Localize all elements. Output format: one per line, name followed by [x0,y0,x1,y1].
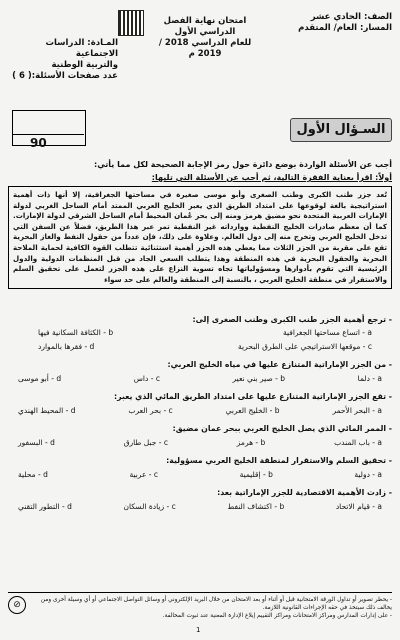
total-score: 90 [30,136,47,150]
page-count: عدد صفحات الأسئلة:( 6 ) [12,71,118,81]
sub-instruction: أولاً: اقرأ بعناية الفقرة التالية، ثم أجب عن الأسئلة التي تليها: [151,173,392,182]
header-subject-block [8,38,118,82]
question-text: - تحقيق السلم والاستقرار لمنطقة الخليج العربي مسؤولية: [166,456,392,465]
track-line: المسار: العام/ المتقدم [298,23,392,33]
no-camera-icon: ⊘ [8,596,26,614]
question-item [8,315,392,351]
option-b[interactable]: b - هرمز [236,438,266,447]
footer-line-2: - على إدارات المدارس ومراكز الامتحانات ومراكز التقييم إبلاغ الإدارة المعنية عند ثبوت المخالفة. [162,613,392,619]
question-item [8,488,392,511]
score-divider [12,134,84,135]
header-grade-block [298,12,392,34]
option-d[interactable]: d - المحيط الهندي [18,406,76,415]
option-b[interactable]: b - اكتشاف النفط [227,502,285,511]
option-b[interactable]: b - الكثافة السكانية فيها [38,328,114,337]
option-d[interactable]: d - البسفور [18,438,55,447]
question-text: - من الجزر الإماراتية المتنازع عليها في مياه الخليج العربي: [167,360,392,369]
option-a[interactable]: a - اتساع مساحتها الجغرافية [282,328,372,337]
subject-line: المـادة: الدراسات الاجتماعية [45,38,118,59]
option-b[interactable]: b - صير بني نعير [232,374,286,383]
question-text: - الممر المائي الذي يصل الخليج العربي ببحر عمان مضيق: [172,424,392,433]
option-d[interactable]: d - فقرها بالموارد [38,342,95,351]
footer-line-1: - يحظر تصوير أو تداول الورقة الامتحانية قبل أو أثناء أو بعد الامتحان من خلال البريد الإلكتروني أو وسائل التواصل الاجتماعي أو أي وسيلة أخرى ومن يخالف ذلك سيتخذ في حقه الإجراءات القانونية اللازمة. [40,597,392,611]
option-c[interactable]: c - عربية [129,470,159,479]
question-item [8,392,392,415]
option-d[interactable]: d - التطور التقني [18,502,72,511]
option-b[interactable]: b - إقليمية [239,470,273,479]
page-number: 1 [196,626,201,634]
option-a[interactable]: a - باب المندب [334,438,382,447]
main-instruction: أجب عن الأسئلة الواردة بوضع دائرة حول رمز الإجابة الصحيحة لكل مما يأتي: [94,160,392,169]
qr-code-icon [118,10,144,36]
option-c[interactable]: c - بحر العرب [128,406,173,415]
header-exam-block [150,16,260,60]
question-text: - ترجع أهمية الجزر طنب الكبرى وطنب الصغرى إلى: [192,315,392,324]
exam-title: امتحان نهاية الفصل الدراسي الأول [163,16,247,37]
footer-notice [8,592,392,620]
score-box [12,110,86,146]
option-b[interactable]: b - الخليج العربي [225,406,280,415]
question-item [8,360,392,383]
option-c[interactable]: c - زيادة السكان [123,502,176,511]
option-a[interactable]: a - البحر الأحمر [332,406,382,415]
subject-line-2: والتربية الوطنية [51,60,118,70]
option-d[interactable]: d - محلية [18,470,48,479]
option-c[interactable]: c - داس [133,374,160,383]
question-item [8,424,392,447]
option-c[interactable]: c - جبل طارق [123,438,168,447]
option-a[interactable]: a - قيام الاتحاد [335,502,382,511]
option-a[interactable]: a - دولية [354,470,382,479]
option-a[interactable]: a - دلما [357,374,382,383]
question-item [8,456,392,479]
grade-line: الصف: الحادي عشر [310,12,392,22]
academic-year: للعام الدراسي 2018 / 2019 م [158,38,252,59]
reading-passage: تُعد جزر طنب الكبرى وطنب الصغرى وأبو موسى صغيرة في مساحتها الجغرافية، إلا أنها ذات أهمية استراتيجية بالغة لوقوعها على امتداد الطريق الذي يعبر الخليج العربي الممتد أمام الساحل الغربي لدولة الإمارات العربية المتحدة نحو مضيق هرمز ومنه إلى بحر عُمان المحيط أمام الساحل الشرقي لدولة الإمارات. كما أن معظم صادرات الخليج النفطية ووارداته غير النفطية تمر عبر هذا الطريق، فضلاً عن السفن التي تدخل الخليج العربي وتخرج منه إلى دول العالم. وعلاوة على ذلك، فإن عدداً من حقول النفط والغاز البحرية تقع على مقربة من الجزر الثلاث مما يعطي هذه الجزر أهمية استثنائية تتطلب القوة الكافية لحماية الملاحة البحرية والحقول البحرية في هذه المنطقة وهذا يتطلب السعي الجاد من قبل المنظمات الدولية والدول الرئيسية التي تقوم بأدوارها ومسؤولياتها تجاه تسوية النزاع على هذه الجزر لتعمل على تحقيق السلم والاستقرار في منطقة الخليج العربي ، بالنسبة إلى المنطقة والعالم على حد سواء [8,186,392,289]
question-text: - تقع الجزر الإماراتية المتنازع عليها على امتداد الطريق المائي الذي يعبر: [113,392,392,401]
option-d[interactable]: d - أبو موسى [18,374,62,383]
question-text: - زادت الأهمية الاقتصادية للجزر الإماراتية بعد: [217,488,392,497]
option-c[interactable]: c - موقعها الاستراتيجي على الطرق البحرية [238,342,372,351]
questions-list [8,315,392,511]
section-title: السـؤال الأول [290,118,392,142]
